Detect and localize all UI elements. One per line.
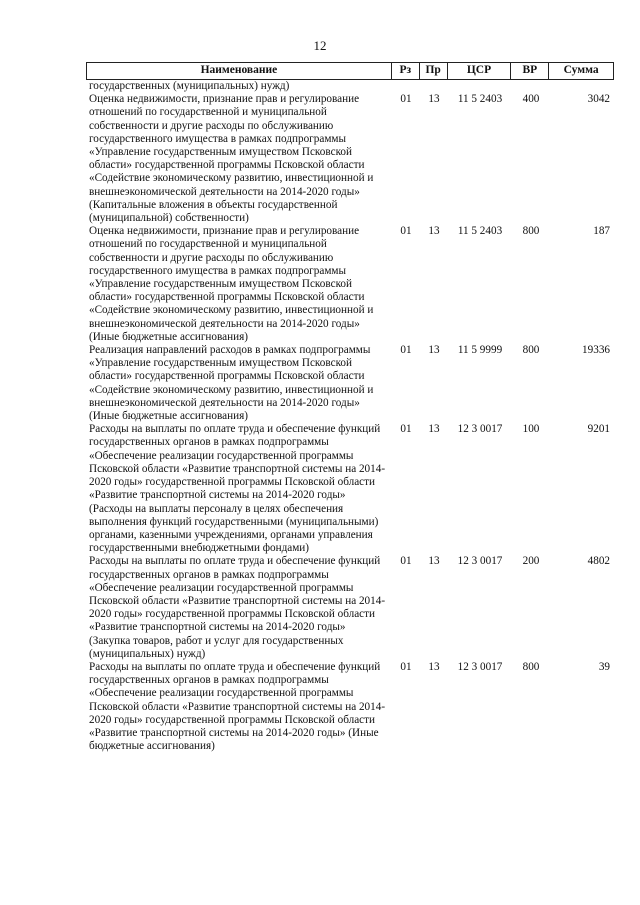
row-csr: 11 5 2403 xyxy=(457,93,503,106)
table-header xyxy=(86,62,614,80)
row-pr: 13 xyxy=(428,555,440,568)
row-sum: 39 xyxy=(598,660,610,673)
row-name: Расходы на выплаты по оплате труда и обеспечение функций государственных органов в рамках подпрограммы «Обеспечение реализации государственной программы Псковской области «Развитие транспортной системы на 2014-2020 годы» государственной программы Псковской области «Развитие транспортной системы на 2014-2020 годы» (Иные бюджетные ассигнования) xyxy=(89,660,386,753)
row-rz: 01 xyxy=(400,225,412,238)
page-number: 12 xyxy=(313,38,327,53)
row-rz: 01 xyxy=(400,93,412,106)
row-pr: 13 xyxy=(428,225,440,238)
row-name: Оценка недвижимости, признание прав и регулирование отношений по государственной и муниципальной собственности и другие расходы по обслуживанию государственного имущества в рамках подпрограммы «Управление государственным имуществом Псковской области» государственной программы Псковской области «Содействие экономическому развитию, инвестиционной и внешнеэкономической деятельности на 2014-2020 годы» (Капитальные вложения в объекты государственной (муниципальной) собственности) xyxy=(89,93,374,225)
row-csr: 11 5 9999 xyxy=(457,344,503,357)
row-vr: 100 xyxy=(522,423,540,436)
row-rz: 01 xyxy=(400,555,412,568)
table-row xyxy=(86,344,614,423)
header-csr: ЦСР xyxy=(448,63,512,79)
row-vr: 400 xyxy=(522,93,540,106)
row-vr: 800 xyxy=(522,344,540,357)
row-name: Расходы на выплаты по оплате труда и обеспечение функций государственных органов в рамках подпрограммы «Обеспечение реализации государственной программы Псковской области «Развитие транспортной системы на 2014-2020 годы» государственной программы Псковской области «Развитие транспортной системы на 2014-2020 годы» (Расходы на выплаты персоналу в целях обеспечения выполнения функций государственными (муниципальными) органами, казенными учреждениями, органами управления государственными внебюджетными фондами) xyxy=(89,423,386,555)
row-vr: 200 xyxy=(522,555,540,568)
row-pr: 13 xyxy=(428,423,440,436)
budget-table xyxy=(86,62,614,753)
row-csr: 12 3 0017 xyxy=(457,555,503,568)
row-sum: 187 xyxy=(593,225,610,238)
row-vr: 800 xyxy=(522,660,540,673)
row-name: Реализация направлений расходов в рамках подпрограммы «Управление государственным имуществом Псковской области» государственной программы Псковской области «Содействие экономическому развитию, инвестиционной и внешнеэкономической деятельности на 2014-2020 годы» (Иные бюджетные ассигнования) xyxy=(89,344,374,423)
row-csr: 12 3 0017 xyxy=(457,423,503,436)
row-sum: 4802 xyxy=(587,555,610,568)
header-sum: Сумма xyxy=(563,64,599,77)
header-vr: ВР xyxy=(511,63,549,79)
table-row xyxy=(86,225,614,344)
table-row xyxy=(86,555,614,661)
header-pr: Пр xyxy=(420,63,448,79)
row-sum: 19336 xyxy=(582,344,610,357)
row-rz: 01 xyxy=(400,423,412,436)
row-rz: 01 xyxy=(400,660,412,673)
continuation-text: государственных (муниципальных) нужд) xyxy=(89,80,290,92)
row-rz: 01 xyxy=(400,344,412,357)
row-sum: 9201 xyxy=(587,423,610,436)
row-vr: 800 xyxy=(522,225,540,238)
header-name: Наименование xyxy=(87,63,392,79)
row-csr: 11 5 2403 xyxy=(457,225,503,238)
header-rz: Рз xyxy=(392,63,420,79)
row-pr: 13 xyxy=(428,93,440,106)
table-row xyxy=(86,423,614,555)
row-csr: 12 3 0017 xyxy=(457,660,503,673)
table-row xyxy=(86,93,614,225)
table-row xyxy=(86,661,614,753)
row-pr: 13 xyxy=(428,660,440,673)
row-name: Расходы на выплаты по оплате труда и обеспечение функций государственных органов в рамках подпрограммы «Обеспечение реализации государственной программы Псковской области «Развитие транспортной системы на 2014-2020 годы» государственной программы Псковской области «Развитие транспортной системы на 2014-2020 годы» (Закупка товаров, работ и услуг для государственных (муниципальных) нужд) xyxy=(89,555,386,660)
row-pr: 13 xyxy=(428,344,440,357)
row-sum: 3042 xyxy=(587,93,610,106)
row-name: Оценка недвижимости, признание прав и регулирование отношений по государственной и муниципальной собственности и другие расходы по обслуживанию государственного имущества в рамках подпрограммы «Управление государственным имуществом Псковской области» государственной программы Псковской области «Содействие экономическому развитию, инвестиционной и внешнеэкономической деятельности на 2014-2020 годы» (Иные бюджетные ассигнования) xyxy=(89,225,374,343)
